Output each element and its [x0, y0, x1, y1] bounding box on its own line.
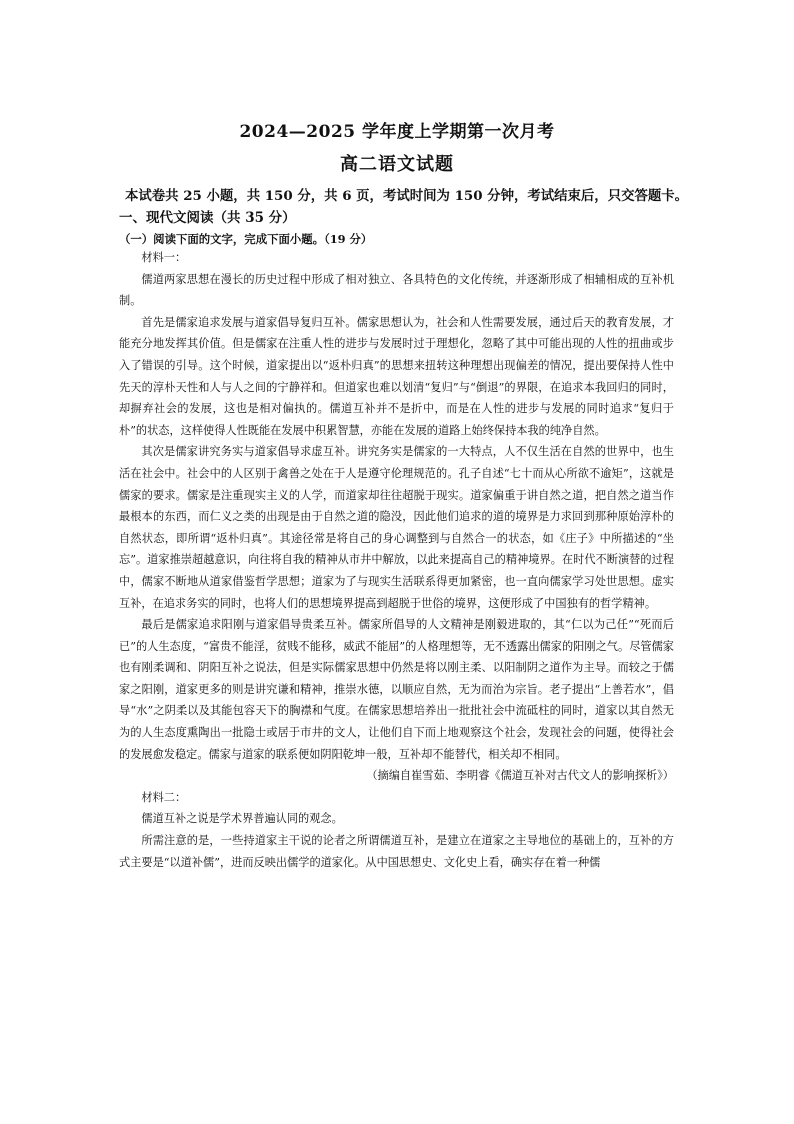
paragraph: 其次是儒家讲究务实与道家倡导求虚互补。讲究务实是儒家的一大特点，人不仅生活在自然的世界中，也生活在社会中。社会中的人区别于禽兽之处在于人是遵守伦理规范的。孔子自述“七十而从心所欲不逾矩”，这就是儒家的要求。儒家是注重现实主义的人学，而道家却往往超脱于现实。道家偏重于讲自然之道，把自然之道当作最根本的东西，而仁义之类的出现是由于自然之道的隐没，因此他们追求的道的境界是力求回到那种原始淳朴的自然状态，即所谓“返朴归真”。其途径常是将自己的身心调整到与自然合一的状态，如《庄子》中所描述的“坐忘”。道家推崇超越意识，向往将自我的精神从市井中解放，以此来提高自己的精神境界。在时代不断演替的过程中，儒家不断地从道家借鉴哲学思想；道家为了与现实生活联系得更加紧密，也一直向儒家学习处世思想。虚实互补，在追求务实的同时，也将人们的思想境界提高到超脱于世俗的境界，这便形成了中国独有的哲学精神。 [119, 445, 674, 610]
paragraph: 最后是儒家追求阳刚与道家倡导贵柔互补。儒家所倡导的人文精神是刚毅进取的，其“仁以为己任”“死而后已”的人生态度，“富贵不能淫，贫贱不能移，威武不能屈”的人格理想等，无不透露出儒家的阳刚之气。尽管儒家也有刚柔调和、阴阳互补之说法，但是实际儒家思想中仍然是将以刚主柔、以阳制阴之道作为主导。而较之于儒家之阳刚，道家更多的则是讲究谦和精神，推崇水德，以顺应自然，无为而治为宗旨。老子提出“上善若水”，倡导“水”之阴柔以及其能包容天下的胸襟和气度。在儒家思想培养出一批批社会中流砥柱的同时，道家以其自然无为的人生态度熏陶出一批隐士或居于市井的文人，让他们自下而上地观察这个社会，发现社会的问题，使得社会的发展愈发稳定。儒家与道家的联系便如阴阳乾坤一般，互补却不能替代，相关却不相同。 [119, 618, 674, 761]
source-citation: （摘编自崔雪茹、李明睿《儒道互补对古代文人的影响探析》） [366, 769, 674, 783]
exam-notice: 本试卷共 25 小题，共 150 分，共 6 页，考试时间为 150 分钟，考试结束后，只交答题卡。 [125, 188, 689, 204]
material-label: 材料一： [141, 251, 187, 264]
paragraph: 所需注意的是，一些持道家主干说的论者之所谓儒道互补，是建立在道家之主导地位的基础上的，互补的方式主要是“以道补儒”，进而反映出儒学的道家化。从中国思想史、文化史上看，确实存在着一种儒 [119, 834, 674, 869]
paragraph: 儒道两家思想在漫长的历史过程中形成了相对独立、各具特色的文化传统，并逐渐形成了相辅相成的互补机制。 [119, 272, 674, 308]
part-heading: （一）阅读下面的文字，完成下面小题。（19 分） [119, 232, 373, 246]
exam-subtitle: 高二语文试题 [340, 154, 454, 175]
material-label: 材料二： [141, 790, 187, 804]
paragraph: 儒道互补之说是学术界普遍认同的观念。 [141, 812, 343, 826]
exam-title: 2024—2025 学年度上学期第一次月考 [239, 122, 555, 142]
reading-material [119, 247, 674, 873]
section-heading: 一、现代文阅读（共 35 分） [119, 210, 296, 226]
paragraph: 首先是儒家追求发展与道家倡导复归互补。儒家思想认为，社会和人性需要发展，通过后天的教育发展，才能充分地发挥其价值。但是儒家在注重人性的进步与发展时过于理想化，忽略了其中可能出现的人性的扭曲或步入了错误的引导。这个时候，道家提出以“返朴归真”的思想来扭转这种理想出现偏差的情况，提出要保持人性中先天的淳朴天性和人与人之间的宁静祥和。但道家也难以划清“复归”与“倒退”的界限，在追求本我回归的同时，却摒弃社会的发展，这也是相对偏执的。儒道互补并不是折中，而是在人性的进步与发展的同时追求“复归于朴”的状态，这样使得人性既能在发展中积累智慧，亦能在发展的道路上始终保持本我的纯净自然。 [119, 315, 674, 437]
